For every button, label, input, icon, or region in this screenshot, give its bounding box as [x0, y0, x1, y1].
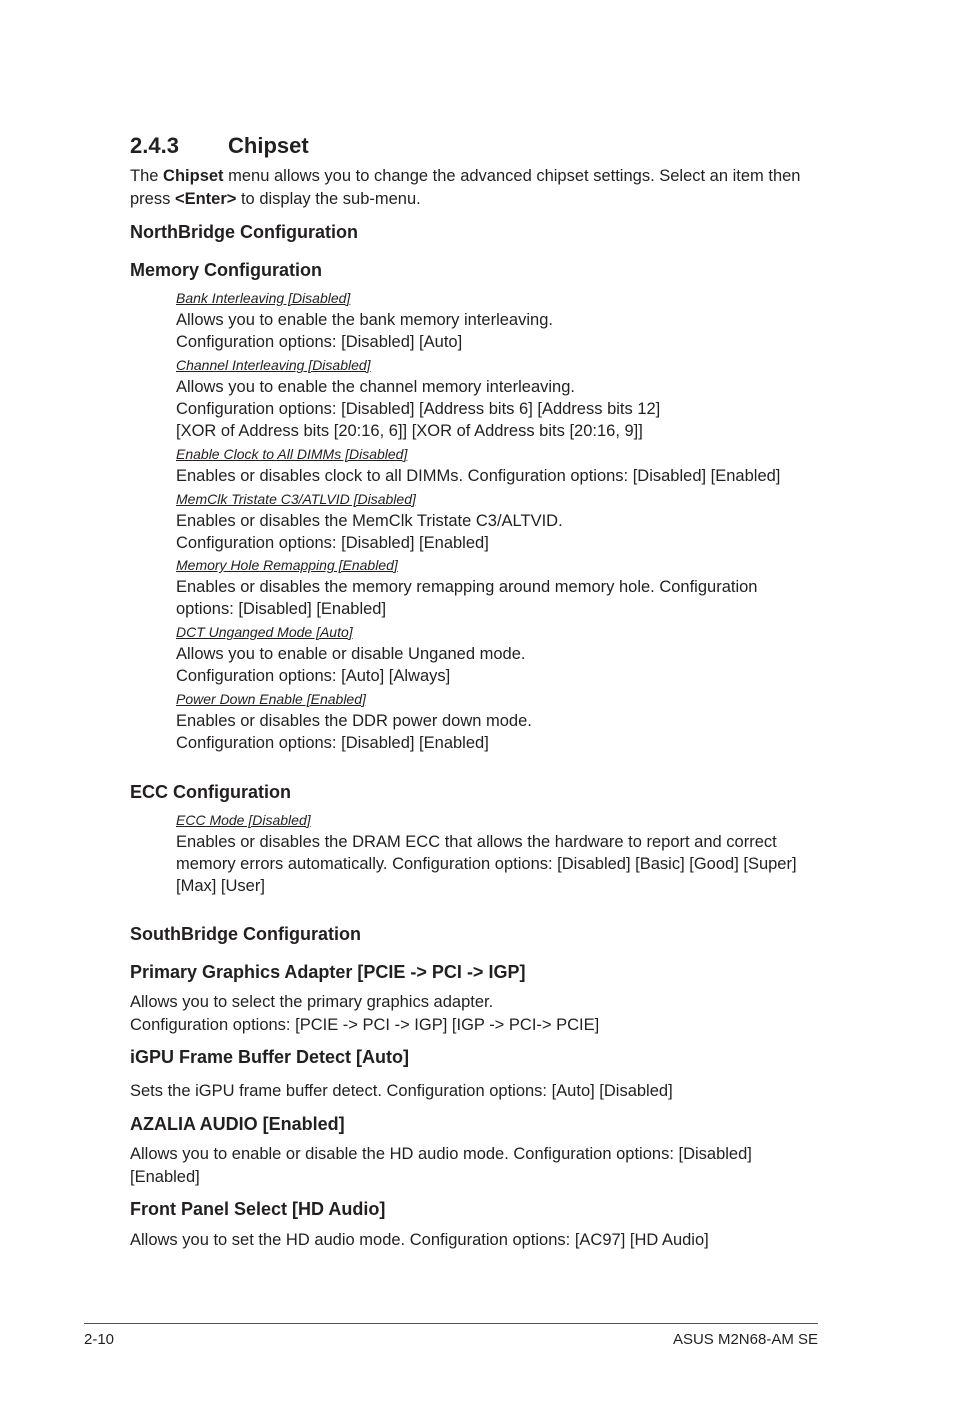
- azalia-audio-heading: AZALIA AUDIO [Enabled]: [130, 1114, 345, 1134]
- front-panel-select-desc: Allows you to set the HD audio mode. Configuration options: [AC97] [HD Audio]: [130, 1231, 709, 1249]
- product-name: ASUS M2N68-AM SE: [672, 1331, 818, 1348]
- azalia-audio-desc: Allows you to enable or disable the HD audio mode. Configuration options: [Disabled] [Enabled]: [130, 1145, 752, 1186]
- memory-hole-remapping-item: Memory Hole Remapping [Enabled]: [176, 557, 398, 573]
- intro-bold-chipset: Chipset: [163, 167, 224, 185]
- intro-text-3: to display the sub-menu.: [236, 189, 421, 208]
- section-number: 2.4.3: [130, 133, 179, 158]
- memclk-tristate-desc: Enables or disables the MemClk Tristate C3/ALTVID. Configuration options: [Disabled] [Enabled]: [176, 512, 563, 553]
- dct-unganged-mode-desc: Allows you to enable or disable Unganed mode. Configuration options: [Auto] [Always]: [176, 645, 526, 686]
- channel-interleaving-desc: Allows you to enable the channel memory interleaving. Configuration options: [Disabled] [Address bits 6] [Address bits 12] [XOR of Address bits [20:16, 6]] [XOR of Address bits [20:16, 9]]: [176, 378, 661, 441]
- enable-clock-dimms-desc: Enables or disables clock to all DIMMs. Configuration options: [Disabled] [Enabled]: [176, 467, 781, 485]
- southbridge-heading: SouthBridge Configuration: [130, 924, 361, 944]
- intro-text-2: menu allows you to change the advanced chipset settings. Select an item then press: [130, 167, 801, 208]
- primary-graphics-adapter-desc: Allows you to select the primary graphics adapter. Configuration options: [PCIE -> PCI -> IGP] [IGP -> PCI-> PCIE]: [130, 993, 600, 1034]
- memclk-tristate-item: MemClk Tristate C3/ATLVID [Disabled]: [176, 491, 416, 507]
- footer-rule: [84, 1323, 818, 1324]
- primary-graphics-adapter-heading: Primary Graphics Adapter [PCIE -> PCI -> IGP]: [130, 962, 526, 982]
- ecc-mode-desc: Enables or disables the DRAM ECC that allows the hardware to report and correct memory errors automatically. Configuration options: [Disabled] [Basic] [Good] [Super] [Max] [User]: [176, 833, 797, 896]
- northbridge-heading: NorthBridge Configuration: [130, 222, 358, 242]
- enable-clock-dimms-item: Enable Clock to All DIMMs [Disabled]: [176, 446, 408, 462]
- intro-bold-enter: <Enter>: [174, 189, 237, 208]
- memory-configuration-heading: Memory Configuration: [130, 260, 322, 280]
- page-number: 2-10: [84, 1331, 115, 1348]
- memory-hole-remapping-desc: Enables or disables the memory remapping around memory hole. Configuration options: [Disabled] [Enabled]: [176, 578, 758, 619]
- front-panel-select-heading: Front Panel Select [HD Audio]: [130, 1199, 386, 1219]
- bank-interleaving-item: Bank Interleaving [Disabled]: [176, 290, 351, 306]
- channel-interleaving-item: Channel Interleaving [Disabled]: [176, 357, 371, 373]
- bank-interleaving-desc: Allows you to enable the bank memory interleaving. Configuration options: [Disabled] [Auto]: [176, 311, 553, 352]
- power-down-enable-desc: Enables or disables the DDR power down mode. Configuration options: [Disabled] [Enabled]: [176, 712, 532, 753]
- dct-unganged-mode-item: DCT Unganged Mode [Auto]: [176, 624, 353, 640]
- ecc-mode-item: ECC Mode [Disabled]: [176, 812, 311, 828]
- igpu-frame-buffer-heading: iGPU Frame Buffer Detect [Auto]: [130, 1047, 410, 1067]
- intro-text-1: The: [130, 167, 164, 185]
- intro-paragraph: [130, 165, 830, 210]
- power-down-enable-item: Power Down Enable [Enabled]: [176, 691, 366, 707]
- igpu-frame-buffer-desc: Sets the iGPU frame buffer detect. Configuration options: [Auto] [Disabled]: [130, 1082, 673, 1100]
- ecc-configuration-heading: ECC Configuration: [130, 782, 291, 802]
- section-title: Chipset: [228, 133, 309, 158]
